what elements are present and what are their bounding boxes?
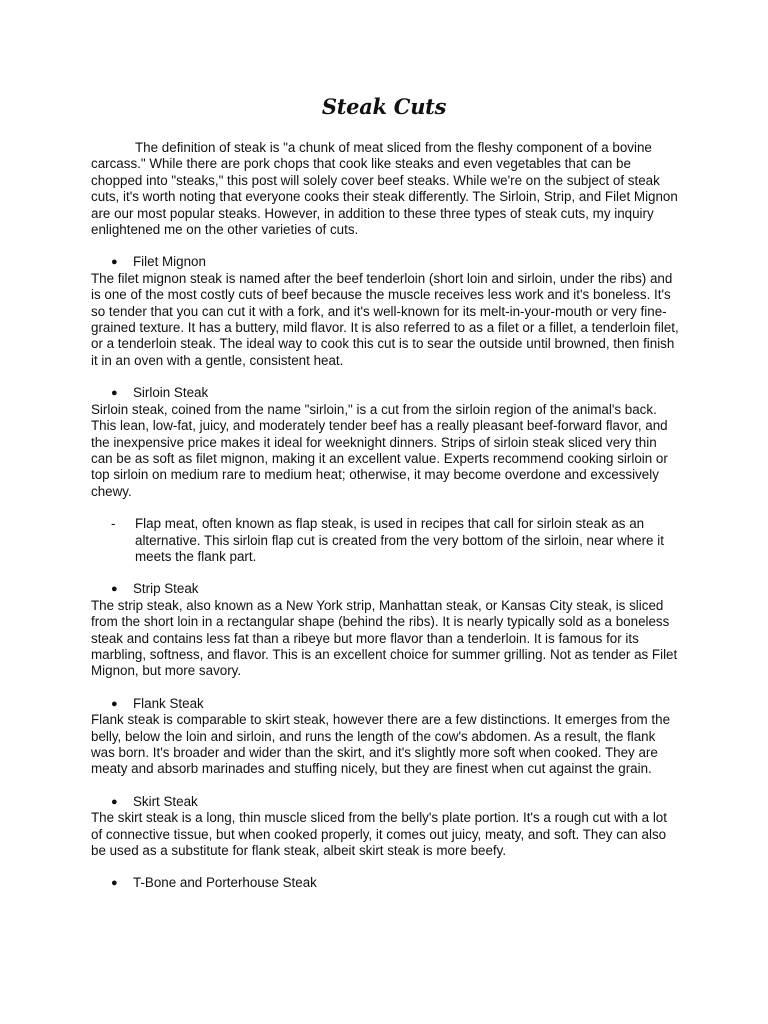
section-body-flank-steak: Flank steak is comparable to skirt steak, however there are a few distinctions. It emerges from the belly, below the loin and sirloin, and runs the length of the cow's abdomen. As a result, the flank was born. It's broader and wider than the skirt, and it's slightly more soft when cooked. They are meaty and absorb marinades and stuffing nicely, but they are finest when cut against the grain.	[91, 712, 671, 777]
section-heading-flank-steak	[91, 696, 681, 712]
section-heading-text: Skirt Steak	[133, 793, 198, 809]
section-body-skirt-steak: The skirt steak is a long, thin muscle sliced from the belly's plate portion. It's a rough cut with a lot of connective tissue, but when cooked properly, it comes out juicy, meaty, and soft. They can also be used as a substitute for flank steak, albeit skirt steak is more beefy.	[91, 810, 667, 859]
section-body-strip-steak: The strip steak, also known as a New York strip, Manhattan steak, or Kansas City steak, is sliced from the short loin in a rectangular shape (behind the ribs). It is nearly typically sold as a boneless steak and contains less fat than a ribeye but more flavor than a tenderloin. It is famous for its marbling, softness, and flavor. This is an excellent choice for summer grilling. Not as tender as Filet Mignon, but more savory.	[91, 597, 678, 679]
intro-paragraph: The definition of steak is "a chunk of meat sliced from the fleshy component of a bovine carcass." While there are pork chops that cook like steaks and even vegetables that can be chopped into "steaks," this post will solely cover beef steaks. While we're on the subject of steak cuts, it's worth noting that everyone cooks their steak differently. The Sirloin, Strip, and Filet Mignon are our most popular steaks. However, in addition to these three types of steak cuts, my inquiry enlightened me on the other varieties of cuts.	[91, 140, 678, 238]
page-title: Steak Cuts	[321, 94, 447, 119]
document-body	[91, 140, 681, 892]
bullet-icon: ●	[111, 697, 118, 710]
section-heading-strip-steak	[91, 581, 681, 597]
dash-icon: -	[111, 516, 116, 532]
section-heading-text: Strip Steak	[133, 581, 199, 597]
note-text: Flap meat, often known as flap steak, is used in recipes that call for sirloin steak as an alternative. This sirloin flap cut is created from the very bottom of the sirloin, near where it meets the flank part.	[135, 516, 664, 564]
bullet-icon: ●	[111, 256, 118, 269]
bullet-icon: ●	[111, 795, 118, 808]
section-heading-text: Filet Mignon	[133, 254, 206, 270]
section-heading-t-bone-porterhouse	[91, 875, 681, 891]
section-heading-text: T-Bone and Porterhouse Steak	[133, 875, 317, 891]
section-heading-skirt-steak	[91, 794, 681, 810]
bullet-icon: ●	[111, 583, 118, 596]
bullet-icon: ●	[111, 387, 118, 400]
section-body-filet-mignon: The filet mignon steak is named after the beef tenderloin (short loin and sirloin, under the ribs) and is one of the most costly cuts of beef because the muscle receives less work and it's boneless. It's so tender that you can cut it with a fork, and it's well-known for its melt-in-your-mouth or very fine-grained texture. It has a buttery, mild flavor. It is also referred to as a filet or a fillet, a tenderloin filet, or a tenderloin steak. The ideal way to cook this cut is to sear the outside until browned, then finish it in an oven with a gentle, consistent heat.	[91, 270, 679, 368]
bullet-icon: ●	[111, 877, 118, 890]
sirloin-flap-note	[91, 516, 681, 565]
section-heading-text: Flank Steak	[133, 695, 204, 711]
section-body-sirloin-steak: Sirloin steak, coined from the name "sirloin," is a cut from the sirloin region of the animal's back. This lean, low-fat, juicy, and moderately tender beef has a really pleasant beef-forward flavor, and the inexpensive price makes it ideal for weeknight dinners. Strips of sirloin steak sliced very thin can be as soft as filet mignon, making it an excellent value. Experts recommend cooking sirloin or top sirloin on medium rare to medium heat; otherwise, it may become overdone and excessively chewy.	[91, 401, 668, 499]
section-heading-text: Sirloin Steak	[133, 385, 209, 401]
section-heading-filet-mignon	[91, 254, 681, 270]
section-heading-sirloin-steak	[91, 385, 681, 401]
